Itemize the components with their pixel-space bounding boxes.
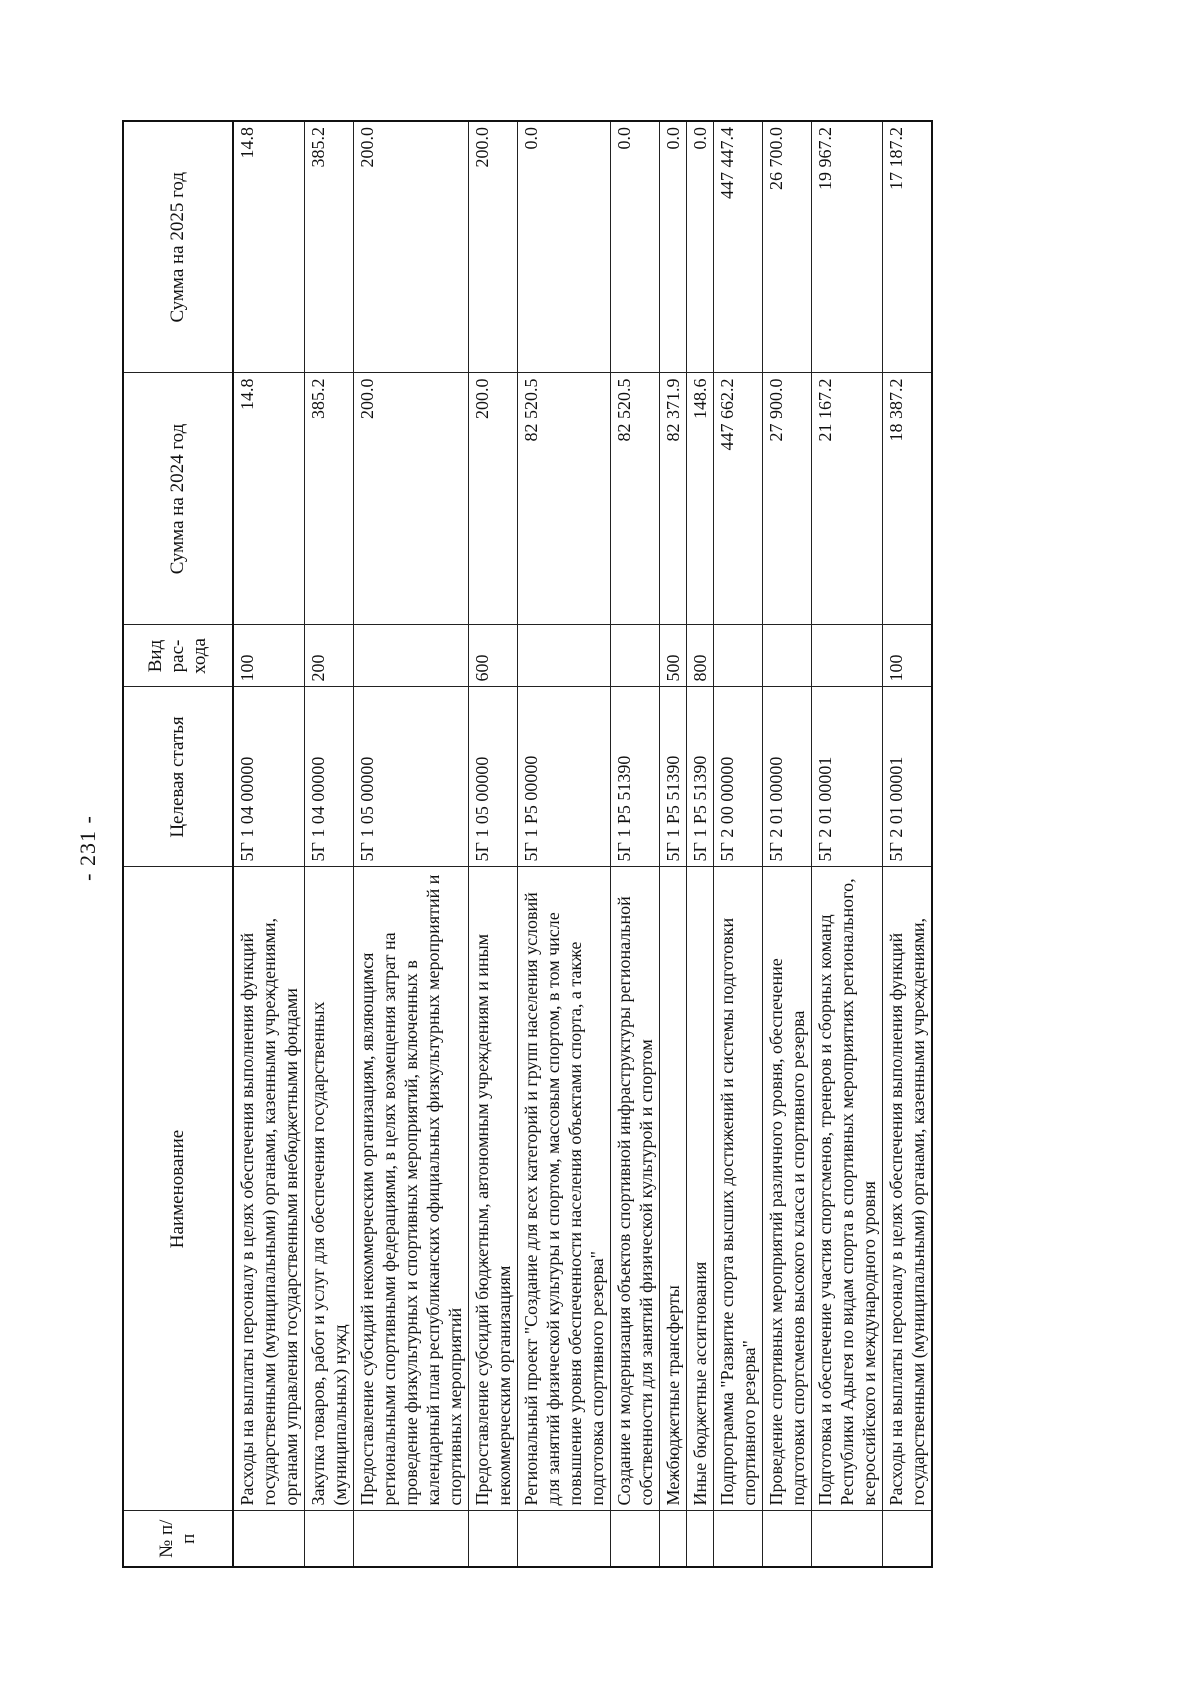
cell-num [763, 1511, 812, 1567]
header-sum-2025: Сумма на 2025 год [123, 121, 233, 373]
cell-sum-2024: 200.0 [469, 373, 518, 625]
table-row [660, 121, 687, 1567]
cell-target: 5Г 1 Р5 51390 [687, 687, 714, 867]
table-row [469, 121, 518, 1567]
cell-sum-2024: 27 900.0 [763, 373, 812, 625]
header-type: Вид рас- хода [123, 625, 233, 687]
cell-target: 5Г 1 Р5 51390 [660, 687, 687, 867]
table-header-row [123, 121, 233, 1567]
cell-type: 800 [687, 625, 714, 687]
table-row [687, 121, 714, 1567]
cell-sum-2024: 385.2 [305, 373, 354, 625]
cell-name: Расходы на выплаты персоналу в целях обеспечения выполнения функций государственными (муниципальными) органами, казенными учреждениями, органами управления государственными внебюджетными фондами [233, 867, 305, 1511]
cell-type: 600 [469, 625, 518, 687]
cell-sum-2024: 200.0 [354, 373, 469, 625]
cell-name: Подпрограмма "Развитие спорта высших достижений и системы подготовки спортивного резерва" [714, 867, 763, 1511]
cell-name: Закупка товаров, работ и услуг для обеспечения государственных (муниципальных) нужд [305, 867, 354, 1511]
cell-sum-2024: 148.6 [687, 373, 714, 625]
cell-sum-2025: 0.0 [611, 121, 660, 373]
table-row [233, 121, 305, 1567]
cell-name: Региональный проект "Создание для всех категорий и групп населения условий для занятий физической культуры и спортом, массовым спортом, в том числе повышение уровня обеспеченности населения объектами спорта, а также подготовка спортивного резерва" [518, 867, 611, 1511]
cell-sum-2025: 17 187.2 [883, 121, 933, 373]
cell-type [611, 625, 660, 687]
cell-target: 5Г 1 Р5 51390 [611, 687, 660, 867]
cell-name: Проведение спортивных мероприятий различного уровня, обеспечение подготовки спортсменов высокого класса и спортивного резерва [763, 867, 812, 1511]
budget-table-page [122, 122, 1078, 1568]
cell-num [714, 1511, 763, 1567]
cell-sum-2025: 14.8 [233, 121, 305, 373]
cell-num [687, 1511, 714, 1567]
cell-sum-2024: 82 520.5 [518, 373, 611, 625]
cell-sum-2025: 200.0 [469, 121, 518, 373]
cell-name: Предоставление субсидий бюджетным, автономным учреждениям и иным некоммерческим организациям [469, 867, 518, 1511]
table-row [305, 121, 354, 1567]
cell-name: Иные бюджетные ассигнования [687, 867, 714, 1511]
cell-sum-2024: 21 167.2 [812, 373, 883, 625]
cell-type: 100 [883, 625, 933, 687]
cell-num [305, 1511, 354, 1567]
cell-target: 5Г 2 01 00001 [812, 687, 883, 867]
header-name: Наименование [123, 867, 233, 1511]
cell-type: 100 [233, 625, 305, 687]
cell-num [469, 1511, 518, 1567]
table-row [883, 121, 933, 1567]
cell-num [518, 1511, 611, 1567]
cell-sum-2024: 14.8 [233, 373, 305, 625]
cell-sum-2025: 0.0 [518, 121, 611, 373]
cell-sum-2024: 447 662.2 [714, 373, 763, 625]
header-sum-2024: Сумма на 2024 год [123, 373, 233, 625]
cell-sum-2025: 385.2 [305, 121, 354, 373]
cell-sum-2024: 82 371.9 [660, 373, 687, 625]
cell-sum-2025: 26 700.0 [763, 121, 812, 373]
header-num: № п/п [123, 1511, 233, 1567]
page-number: - 231 - [75, 815, 100, 881]
table-row [714, 121, 763, 1567]
cell-target: 5Г 1 04 00000 [305, 687, 354, 867]
cell-type [714, 625, 763, 687]
cell-sum-2025: 0.0 [687, 121, 714, 373]
cell-name: Расходы на выплаты персоналу в целях обеспечения выполнения функций государственными (муниципальными) органами, казенными учреждениями, [883, 867, 933, 1511]
cell-target: 5Г 1 04 00000 [233, 687, 305, 867]
cell-type: 500 [660, 625, 687, 687]
cell-type [354, 625, 469, 687]
cell-name: Межбюджетные трансферты [660, 867, 687, 1511]
cell-target: 5Г 2 01 00001 [883, 687, 933, 867]
cell-type [812, 625, 883, 687]
budget-table [122, 120, 933, 1568]
cell-target: 5Г 2 00 00000 [714, 687, 763, 867]
table-row [611, 121, 660, 1567]
cell-sum-2025: 0.0 [660, 121, 687, 373]
cell-target: 5Г 1 05 00000 [354, 687, 469, 867]
cell-num [660, 1511, 687, 1567]
cell-name: Подготовка и обеспечение участия спортсменов, тренеров и сборных команд Республики Адыгея по видам спорта в спортивных мероприятиях регионального, всероссийского и международного уровня [812, 867, 883, 1511]
cell-name: Создание и модернизация объектов спортивной инфраструктуры региональной собственности для занятий физической культурой и спортом [611, 867, 660, 1511]
table-row [518, 121, 611, 1567]
cell-type [518, 625, 611, 687]
cell-sum-2025: 200.0 [354, 121, 469, 373]
cell-type: 200 [305, 625, 354, 687]
cell-target: 5Г 1 05 00000 [469, 687, 518, 867]
cell-sum-2025: 447 447.4 [714, 121, 763, 373]
table-row [812, 121, 883, 1567]
cell-sum-2025: 19 967.2 [812, 121, 883, 373]
cell-target: 5Г 2 01 00000 [763, 687, 812, 867]
cell-type [763, 625, 812, 687]
cell-sum-2024: 18 387.2 [883, 373, 933, 625]
header-target: Целевая статья [123, 687, 233, 867]
table-row [354, 121, 469, 1567]
cell-num [883, 1511, 933, 1567]
table-row [763, 121, 812, 1567]
cell-num [812, 1511, 883, 1567]
cell-name: Предоставление субсидий некоммерческим организациям, являющимся региональными спортивными федерациями, в целях возмещения затрат на проведение физкультурных и спортивных мероприятий, включенных в календарный план республиканских официальных физкультурных мероприятий и спортивных мероприятий [354, 867, 469, 1511]
cell-num [354, 1511, 469, 1567]
cell-num [611, 1511, 660, 1567]
cell-num [233, 1511, 305, 1567]
cell-target: 5Г 1 Р5 00000 [518, 687, 611, 867]
cell-sum-2024: 82 520.5 [611, 373, 660, 625]
